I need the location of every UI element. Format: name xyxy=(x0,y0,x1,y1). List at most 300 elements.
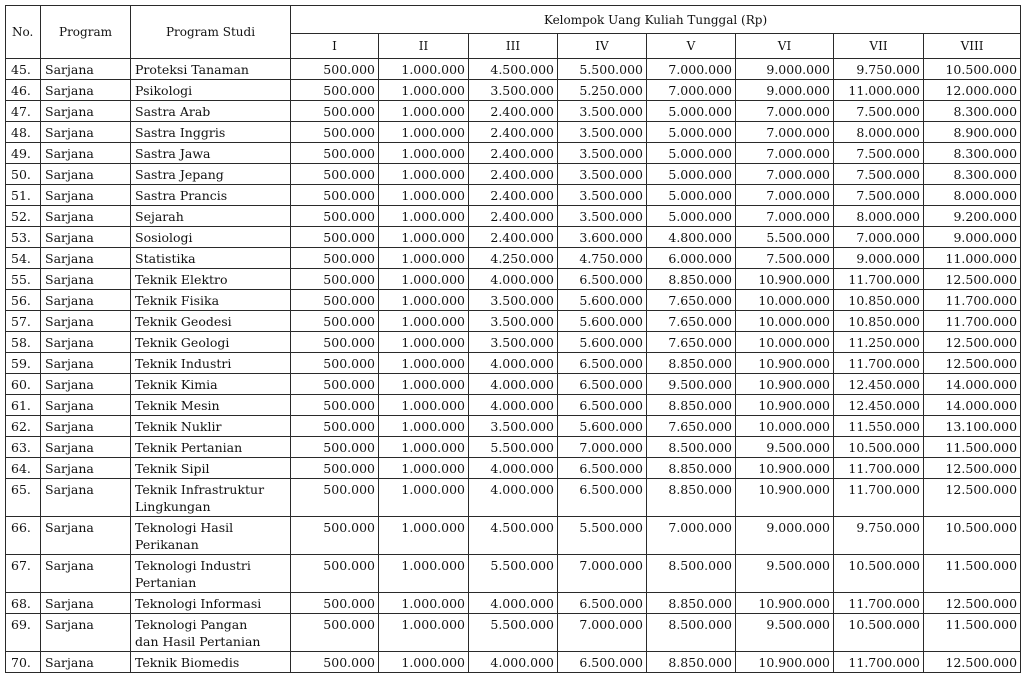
fee-cell-group-2: 1.000.000 xyxy=(379,555,469,593)
fee-cell-group-4: 6.500.000 xyxy=(558,652,647,673)
fee-cell-group-7: 10.850.000 xyxy=(834,290,924,311)
row-number-cell: 49. xyxy=(6,143,41,164)
fee-cell-group-8: 12.500.000 xyxy=(924,652,1021,673)
fee-cell-group-2: 1.000.000 xyxy=(379,332,469,353)
fee-cell-group-6: 7.000.000 xyxy=(736,101,834,122)
fee-cell-group-4: 7.000.000 xyxy=(558,437,647,458)
fee-cell-group-8: 12.500.000 xyxy=(924,332,1021,353)
fee-cell-group-5: 5.000.000 xyxy=(647,143,736,164)
program-studi-cell: Teknik Nuklir xyxy=(131,416,291,437)
program-studi-cell: Teknologi Informasi xyxy=(131,593,291,614)
fee-cell-group-3: 4.000.000 xyxy=(469,458,558,479)
fee-cell-group-1: 500.000 xyxy=(291,416,379,437)
table-row xyxy=(6,227,1021,248)
program-cell: Sarjana xyxy=(41,614,131,652)
program-studi-cell: Proteksi Tanaman xyxy=(131,59,291,80)
fee-cell-group-6: 10.900.000 xyxy=(736,593,834,614)
program-cell: Sarjana xyxy=(41,416,131,437)
program-cell: Sarjana xyxy=(41,555,131,593)
fee-cell-group-5: 7.000.000 xyxy=(647,80,736,101)
fee-cell-group-8: 11.700.000 xyxy=(924,290,1021,311)
fee-cell-group-1: 500.000 xyxy=(291,652,379,673)
fee-cell-group-2: 1.000.000 xyxy=(379,353,469,374)
fee-cell-group-6: 10.900.000 xyxy=(736,395,834,416)
table-row xyxy=(6,290,1021,311)
header-group-5: V xyxy=(647,34,736,59)
fee-cell-group-4: 6.500.000 xyxy=(558,353,647,374)
fee-cell-group-7: 8.000.000 xyxy=(834,206,924,227)
program-cell: Sarjana xyxy=(41,593,131,614)
fee-cell-group-1: 500.000 xyxy=(291,437,379,458)
row-number-cell: 48. xyxy=(6,122,41,143)
fee-cell-group-7: 11.700.000 xyxy=(834,479,924,517)
fee-cell-group-1: 500.000 xyxy=(291,269,379,290)
fee-cell-group-3: 5.500.000 xyxy=(469,555,558,593)
fee-cell-group-7: 9.750.000 xyxy=(834,59,924,80)
fee-cell-group-3: 4.000.000 xyxy=(469,652,558,673)
header-group-7: VII xyxy=(834,34,924,59)
table-row xyxy=(6,479,1021,517)
fee-cell-group-6: 10.000.000 xyxy=(736,416,834,437)
fee-cell-group-2: 1.000.000 xyxy=(379,143,469,164)
fee-cell-group-2: 1.000.000 xyxy=(379,248,469,269)
fee-cell-group-8: 8.300.000 xyxy=(924,143,1021,164)
table-row xyxy=(6,269,1021,290)
fee-cell-group-8: 8.300.000 xyxy=(924,164,1021,185)
fee-cell-group-8: 10.500.000 xyxy=(924,59,1021,80)
program-studi-cell: Teknologi Pangan dan Hasil Pertanian xyxy=(131,614,291,652)
fee-cell-group-3: 4.000.000 xyxy=(469,374,558,395)
program-cell: Sarjana xyxy=(41,80,131,101)
fee-cell-group-3: 4.000.000 xyxy=(469,479,558,517)
fee-cell-group-6: 7.000.000 xyxy=(736,122,834,143)
row-number-cell: 52. xyxy=(6,206,41,227)
fee-cell-group-3: 4.500.000 xyxy=(469,517,558,555)
fee-cell-group-5: 7.650.000 xyxy=(647,332,736,353)
fee-cell-group-3: 2.400.000 xyxy=(469,101,558,122)
table-body xyxy=(6,59,1021,673)
fee-cell-group-2: 1.000.000 xyxy=(379,374,469,395)
table-row xyxy=(6,143,1021,164)
fee-cell-group-1: 500.000 xyxy=(291,353,379,374)
fee-cell-group-4: 5.600.000 xyxy=(558,290,647,311)
fee-cell-group-5: 8.850.000 xyxy=(647,593,736,614)
program-cell: Sarjana xyxy=(41,185,131,206)
fee-cell-group-1: 500.000 xyxy=(291,227,379,248)
fee-cell-group-4: 5.600.000 xyxy=(558,416,647,437)
fee-cell-group-4: 5.500.000 xyxy=(558,59,647,80)
fee-cell-group-7: 9.750.000 xyxy=(834,517,924,555)
fee-cell-group-7: 11.700.000 xyxy=(834,593,924,614)
fee-cell-group-2: 1.000.000 xyxy=(379,437,469,458)
program-cell: Sarjana xyxy=(41,374,131,395)
fee-cell-group-5: 8.850.000 xyxy=(647,479,736,517)
program-studi-cell: Teknologi Hasil Perikanan xyxy=(131,517,291,555)
program-cell: Sarjana xyxy=(41,517,131,555)
fee-cell-group-8: 12.500.000 xyxy=(924,479,1021,517)
fee-cell-group-1: 500.000 xyxy=(291,555,379,593)
fee-cell-group-4: 3.600.000 xyxy=(558,227,647,248)
fee-cell-group-6: 7.000.000 xyxy=(736,143,834,164)
program-studi-cell: Teknologi Industri Pertanian xyxy=(131,555,291,593)
program-studi-cell: Sastra Prancis xyxy=(131,185,291,206)
fee-cell-group-5: 5.000.000 xyxy=(647,185,736,206)
program-studi-cell: Teknik Pertanian xyxy=(131,437,291,458)
fee-cell-group-4: 6.500.000 xyxy=(558,395,647,416)
fee-cell-group-1: 500.000 xyxy=(291,143,379,164)
fee-cell-group-1: 500.000 xyxy=(291,206,379,227)
row-number-cell: 58. xyxy=(6,332,41,353)
fee-cell-group-6: 10.900.000 xyxy=(736,458,834,479)
row-number-cell: 69. xyxy=(6,614,41,652)
fee-cell-group-5: 8.500.000 xyxy=(647,437,736,458)
fee-cell-group-7: 10.500.000 xyxy=(834,437,924,458)
program-studi-cell: Teknik Fisika xyxy=(131,290,291,311)
fee-cell-group-6: 9.000.000 xyxy=(736,517,834,555)
fee-cell-group-7: 7.500.000 xyxy=(834,185,924,206)
header-row-top xyxy=(6,6,1021,34)
fee-cell-group-4: 5.600.000 xyxy=(558,332,647,353)
fee-cell-group-4: 6.500.000 xyxy=(558,374,647,395)
program-studi-cell: Teknik Industri xyxy=(131,353,291,374)
fee-cell-group-3: 4.500.000 xyxy=(469,59,558,80)
fee-cell-group-3: 4.000.000 xyxy=(469,269,558,290)
fee-cell-group-4: 6.500.000 xyxy=(558,269,647,290)
fee-cell-group-1: 500.000 xyxy=(291,59,379,80)
fee-cell-group-3: 4.000.000 xyxy=(469,395,558,416)
fee-cell-group-7: 11.250.000 xyxy=(834,332,924,353)
fee-cell-group-8: 11.000.000 xyxy=(924,248,1021,269)
fee-cell-group-8: 9.200.000 xyxy=(924,206,1021,227)
program-studi-cell: Teknik Sipil xyxy=(131,458,291,479)
fee-cell-group-2: 1.000.000 xyxy=(379,227,469,248)
fee-cell-group-5: 5.000.000 xyxy=(647,122,736,143)
fee-cell-group-7: 9.000.000 xyxy=(834,248,924,269)
fee-cell-group-5: 8.850.000 xyxy=(647,353,736,374)
program-cell: Sarjana xyxy=(41,164,131,185)
program-studi-cell: Teknik Geodesi xyxy=(131,311,291,332)
fee-cell-group-4: 6.500.000 xyxy=(558,458,647,479)
fee-cell-group-5: 9.500.000 xyxy=(647,374,736,395)
fee-cell-group-3: 2.400.000 xyxy=(469,143,558,164)
fee-cell-group-6: 9.500.000 xyxy=(736,614,834,652)
program-studi-cell: Teknik Kimia xyxy=(131,374,291,395)
program-studi-cell: Sastra Arab xyxy=(131,101,291,122)
program-cell: Sarjana xyxy=(41,206,131,227)
program-studi-cell: Psikologi xyxy=(131,80,291,101)
fee-cell-group-5: 7.650.000 xyxy=(647,311,736,332)
fee-cell-group-8: 11.500.000 xyxy=(924,555,1021,593)
fee-cell-group-2: 1.000.000 xyxy=(379,185,469,206)
fee-cell-group-6: 7.500.000 xyxy=(736,248,834,269)
fee-cell-group-8: 8.900.000 xyxy=(924,122,1021,143)
fee-cell-group-7: 11.700.000 xyxy=(834,269,924,290)
program-cell: Sarjana xyxy=(41,101,131,122)
fee-cell-group-7: 12.450.000 xyxy=(834,395,924,416)
fee-cell-group-1: 500.000 xyxy=(291,248,379,269)
program-cell: Sarjana xyxy=(41,290,131,311)
fee-cell-group-3: 3.500.000 xyxy=(469,332,558,353)
fee-cell-group-8: 12.000.000 xyxy=(924,80,1021,101)
fee-cell-group-3: 2.400.000 xyxy=(469,185,558,206)
fee-cell-group-1: 500.000 xyxy=(291,80,379,101)
fee-cell-group-1: 500.000 xyxy=(291,374,379,395)
fee-cell-group-7: 11.550.000 xyxy=(834,416,924,437)
fee-cell-group-3: 3.500.000 xyxy=(469,311,558,332)
fee-cell-group-5: 8.850.000 xyxy=(647,395,736,416)
fee-cell-group-7: 10.500.000 xyxy=(834,614,924,652)
fee-cell-group-2: 1.000.000 xyxy=(379,517,469,555)
fee-cell-group-2: 1.000.000 xyxy=(379,164,469,185)
fee-cell-group-7: 12.450.000 xyxy=(834,374,924,395)
fee-cell-group-4: 6.500.000 xyxy=(558,593,647,614)
table-row xyxy=(6,517,1021,555)
fee-cell-group-1: 500.000 xyxy=(291,185,379,206)
fee-cell-group-8: 14.000.000 xyxy=(924,374,1021,395)
fee-cell-group-4: 3.500.000 xyxy=(558,164,647,185)
table-row xyxy=(6,332,1021,353)
table-row xyxy=(6,248,1021,269)
program-cell: Sarjana xyxy=(41,59,131,80)
fee-cell-group-6: 10.900.000 xyxy=(736,479,834,517)
fee-cell-group-3: 4.000.000 xyxy=(469,593,558,614)
fee-cell-group-7: 7.500.000 xyxy=(834,101,924,122)
fee-cell-group-3: 5.500.000 xyxy=(469,614,558,652)
table-row xyxy=(6,437,1021,458)
fee-cell-group-6: 10.900.000 xyxy=(736,652,834,673)
fee-cell-group-7: 11.700.000 xyxy=(834,652,924,673)
program-cell: Sarjana xyxy=(41,143,131,164)
row-number-cell: 62. xyxy=(6,416,41,437)
fee-cell-group-8: 9.000.000 xyxy=(924,227,1021,248)
fee-cell-group-4: 5.500.000 xyxy=(558,517,647,555)
fee-cell-group-5: 7.650.000 xyxy=(647,290,736,311)
fee-cell-group-1: 500.000 xyxy=(291,311,379,332)
program-cell: Sarjana xyxy=(41,248,131,269)
program-cell: Sarjana xyxy=(41,311,131,332)
fee-cell-group-8: 11.700.000 xyxy=(924,311,1021,332)
table-row xyxy=(6,185,1021,206)
fee-cell-group-8: 12.500.000 xyxy=(924,269,1021,290)
fee-cell-group-8: 8.000.000 xyxy=(924,185,1021,206)
header-group-4: IV xyxy=(558,34,647,59)
fee-cell-group-6: 5.500.000 xyxy=(736,227,834,248)
fee-cell-group-3: 3.500.000 xyxy=(469,80,558,101)
fee-cell-group-6: 7.000.000 xyxy=(736,185,834,206)
fee-cell-group-6: 10.900.000 xyxy=(736,269,834,290)
fee-cell-group-4: 4.750.000 xyxy=(558,248,647,269)
program-studi-cell: Teknik Geologi xyxy=(131,332,291,353)
fee-cell-group-5: 8.850.000 xyxy=(647,458,736,479)
header-group-6: VI xyxy=(736,34,834,59)
fee-cell-group-2: 1.000.000 xyxy=(379,59,469,80)
fee-cell-group-8: 8.300.000 xyxy=(924,101,1021,122)
tuition-fee-table xyxy=(5,5,1021,673)
fee-cell-group-8: 11.500.000 xyxy=(924,614,1021,652)
table-row xyxy=(6,374,1021,395)
program-cell: Sarjana xyxy=(41,652,131,673)
program-studi-cell: Sastra Inggris xyxy=(131,122,291,143)
row-number-cell: 59. xyxy=(6,353,41,374)
fee-cell-group-4: 3.500.000 xyxy=(558,122,647,143)
fee-cell-group-7: 11.700.000 xyxy=(834,458,924,479)
fee-cell-group-1: 500.000 xyxy=(291,290,379,311)
program-studi-cell: Teknik Mesin xyxy=(131,395,291,416)
fee-cell-group-6: 10.900.000 xyxy=(736,374,834,395)
fee-cell-group-7: 10.500.000 xyxy=(834,555,924,593)
fee-cell-group-1: 500.000 xyxy=(291,517,379,555)
table-row xyxy=(6,353,1021,374)
program-cell: Sarjana xyxy=(41,332,131,353)
program-cell: Sarjana xyxy=(41,458,131,479)
program-studi-cell: Statistika xyxy=(131,248,291,269)
table-row xyxy=(6,416,1021,437)
table-row xyxy=(6,614,1021,652)
fee-cell-group-3: 3.500.000 xyxy=(469,416,558,437)
fee-cell-group-8: 12.500.000 xyxy=(924,458,1021,479)
fee-cell-group-6: 9.500.000 xyxy=(736,555,834,593)
fee-cell-group-4: 5.250.000 xyxy=(558,80,647,101)
table-row xyxy=(6,593,1021,614)
fee-cell-group-8: 11.500.000 xyxy=(924,437,1021,458)
fee-cell-group-5: 4.800.000 xyxy=(647,227,736,248)
fee-cell-group-6: 10.000.000 xyxy=(736,332,834,353)
fee-cell-group-3: 3.500.000 xyxy=(469,290,558,311)
fee-cell-group-3: 2.400.000 xyxy=(469,227,558,248)
row-number-cell: 63. xyxy=(6,437,41,458)
fee-cell-group-3: 2.400.000 xyxy=(469,122,558,143)
fee-cell-group-2: 1.000.000 xyxy=(379,101,469,122)
fee-cell-group-7: 8.000.000 xyxy=(834,122,924,143)
fee-cell-group-4: 3.500.000 xyxy=(558,101,647,122)
fee-cell-group-7: 7.000.000 xyxy=(834,227,924,248)
row-number-cell: 56. xyxy=(6,290,41,311)
fee-cell-group-2: 1.000.000 xyxy=(379,458,469,479)
fee-cell-group-6: 9.000.000 xyxy=(736,80,834,101)
row-number-cell: 64. xyxy=(6,458,41,479)
program-cell: Sarjana xyxy=(41,122,131,143)
row-number-cell: 51. xyxy=(6,185,41,206)
fee-cell-group-7: 11.700.000 xyxy=(834,353,924,374)
fee-cell-group-3: 4.250.000 xyxy=(469,248,558,269)
fee-cell-group-3: 2.400.000 xyxy=(469,164,558,185)
fee-cell-group-2: 1.000.000 xyxy=(379,652,469,673)
fee-cell-group-6: 7.000.000 xyxy=(736,164,834,185)
fee-cell-group-2: 1.000.000 xyxy=(379,290,469,311)
fee-cell-group-1: 500.000 xyxy=(291,395,379,416)
row-number-cell: 47. xyxy=(6,101,41,122)
fee-cell-group-3: 2.400.000 xyxy=(469,206,558,227)
table-row xyxy=(6,80,1021,101)
row-number-cell: 55. xyxy=(6,269,41,290)
fee-cell-group-2: 1.000.000 xyxy=(379,122,469,143)
row-number-cell: 65. xyxy=(6,479,41,517)
table-row xyxy=(6,555,1021,593)
fee-cell-group-6: 10.000.000 xyxy=(736,311,834,332)
fee-cell-group-8: 13.100.000 xyxy=(924,416,1021,437)
row-number-cell: 66. xyxy=(6,517,41,555)
fee-cell-group-5: 7.650.000 xyxy=(647,416,736,437)
fee-cell-group-5: 5.000.000 xyxy=(647,164,736,185)
header-group-3: III xyxy=(469,34,558,59)
row-number-cell: 68. xyxy=(6,593,41,614)
fee-cell-group-3: 4.000.000 xyxy=(469,353,558,374)
header-group-2: II xyxy=(379,34,469,59)
table-row xyxy=(6,458,1021,479)
row-number-cell: 70. xyxy=(6,652,41,673)
fee-cell-group-1: 500.000 xyxy=(291,614,379,652)
program-cell: Sarjana xyxy=(41,479,131,517)
table-row xyxy=(6,164,1021,185)
header-group-8: VIII xyxy=(924,34,1021,59)
fee-cell-group-2: 1.000.000 xyxy=(379,395,469,416)
program-cell: Sarjana xyxy=(41,353,131,374)
fee-cell-group-8: 12.500.000 xyxy=(924,593,1021,614)
fee-cell-group-5: 5.000.000 xyxy=(647,101,736,122)
fee-cell-group-5: 8.850.000 xyxy=(647,269,736,290)
fee-cell-group-4: 7.000.000 xyxy=(558,555,647,593)
fee-cell-group-4: 3.500.000 xyxy=(558,143,647,164)
program-studi-cell: Teknik Biomedis xyxy=(131,652,291,673)
header-program: Program xyxy=(41,6,131,59)
row-number-cell: 61. xyxy=(6,395,41,416)
fee-cell-group-5: 8.500.000 xyxy=(647,614,736,652)
fee-cell-group-2: 1.000.000 xyxy=(379,614,469,652)
program-cell: Sarjana xyxy=(41,437,131,458)
header-program-studi: Program Studi xyxy=(131,6,291,59)
program-cell: Sarjana xyxy=(41,395,131,416)
fee-cell-group-5: 6.000.000 xyxy=(647,248,736,269)
program-cell: Sarjana xyxy=(41,227,131,248)
fee-cell-group-7: 7.500.000 xyxy=(834,164,924,185)
fee-cell-group-5: 8.850.000 xyxy=(647,652,736,673)
fee-cell-group-6: 10.900.000 xyxy=(736,353,834,374)
fee-cell-group-4: 7.000.000 xyxy=(558,614,647,652)
fee-cell-group-3: 5.500.000 xyxy=(469,437,558,458)
fee-cell-group-6: 7.000.000 xyxy=(736,206,834,227)
fee-cell-group-4: 5.600.000 xyxy=(558,311,647,332)
fee-cell-group-7: 10.850.000 xyxy=(834,311,924,332)
table-row xyxy=(6,206,1021,227)
fee-cell-group-4: 6.500.000 xyxy=(558,479,647,517)
row-number-cell: 46. xyxy=(6,80,41,101)
fee-cell-group-1: 500.000 xyxy=(291,479,379,517)
fee-cell-group-2: 1.000.000 xyxy=(379,416,469,437)
fee-cell-group-1: 500.000 xyxy=(291,332,379,353)
fee-cell-group-2: 1.000.000 xyxy=(379,479,469,517)
row-number-cell: 54. xyxy=(6,248,41,269)
header-group-1: I xyxy=(291,34,379,59)
fee-cell-group-1: 500.000 xyxy=(291,122,379,143)
fee-cell-group-6: 9.500.000 xyxy=(736,437,834,458)
fee-cell-group-1: 500.000 xyxy=(291,164,379,185)
table-row xyxy=(6,59,1021,80)
header-no: No. xyxy=(6,6,41,59)
fee-cell-group-2: 1.000.000 xyxy=(379,80,469,101)
row-number-cell: 60. xyxy=(6,374,41,395)
fee-cell-group-8: 14.000.000 xyxy=(924,395,1021,416)
fee-cell-group-5: 5.000.000 xyxy=(647,206,736,227)
fee-cell-group-5: 7.000.000 xyxy=(647,59,736,80)
table-row xyxy=(6,311,1021,332)
program-studi-cell: Sastra Jawa xyxy=(131,143,291,164)
fee-cell-group-6: 10.000.000 xyxy=(736,290,834,311)
fee-cell-group-1: 500.000 xyxy=(291,101,379,122)
program-studi-cell: Sejarah xyxy=(131,206,291,227)
fee-cell-group-7: 11.000.000 xyxy=(834,80,924,101)
program-studi-cell: Sosiologi xyxy=(131,227,291,248)
fee-cell-group-8: 10.500.000 xyxy=(924,517,1021,555)
